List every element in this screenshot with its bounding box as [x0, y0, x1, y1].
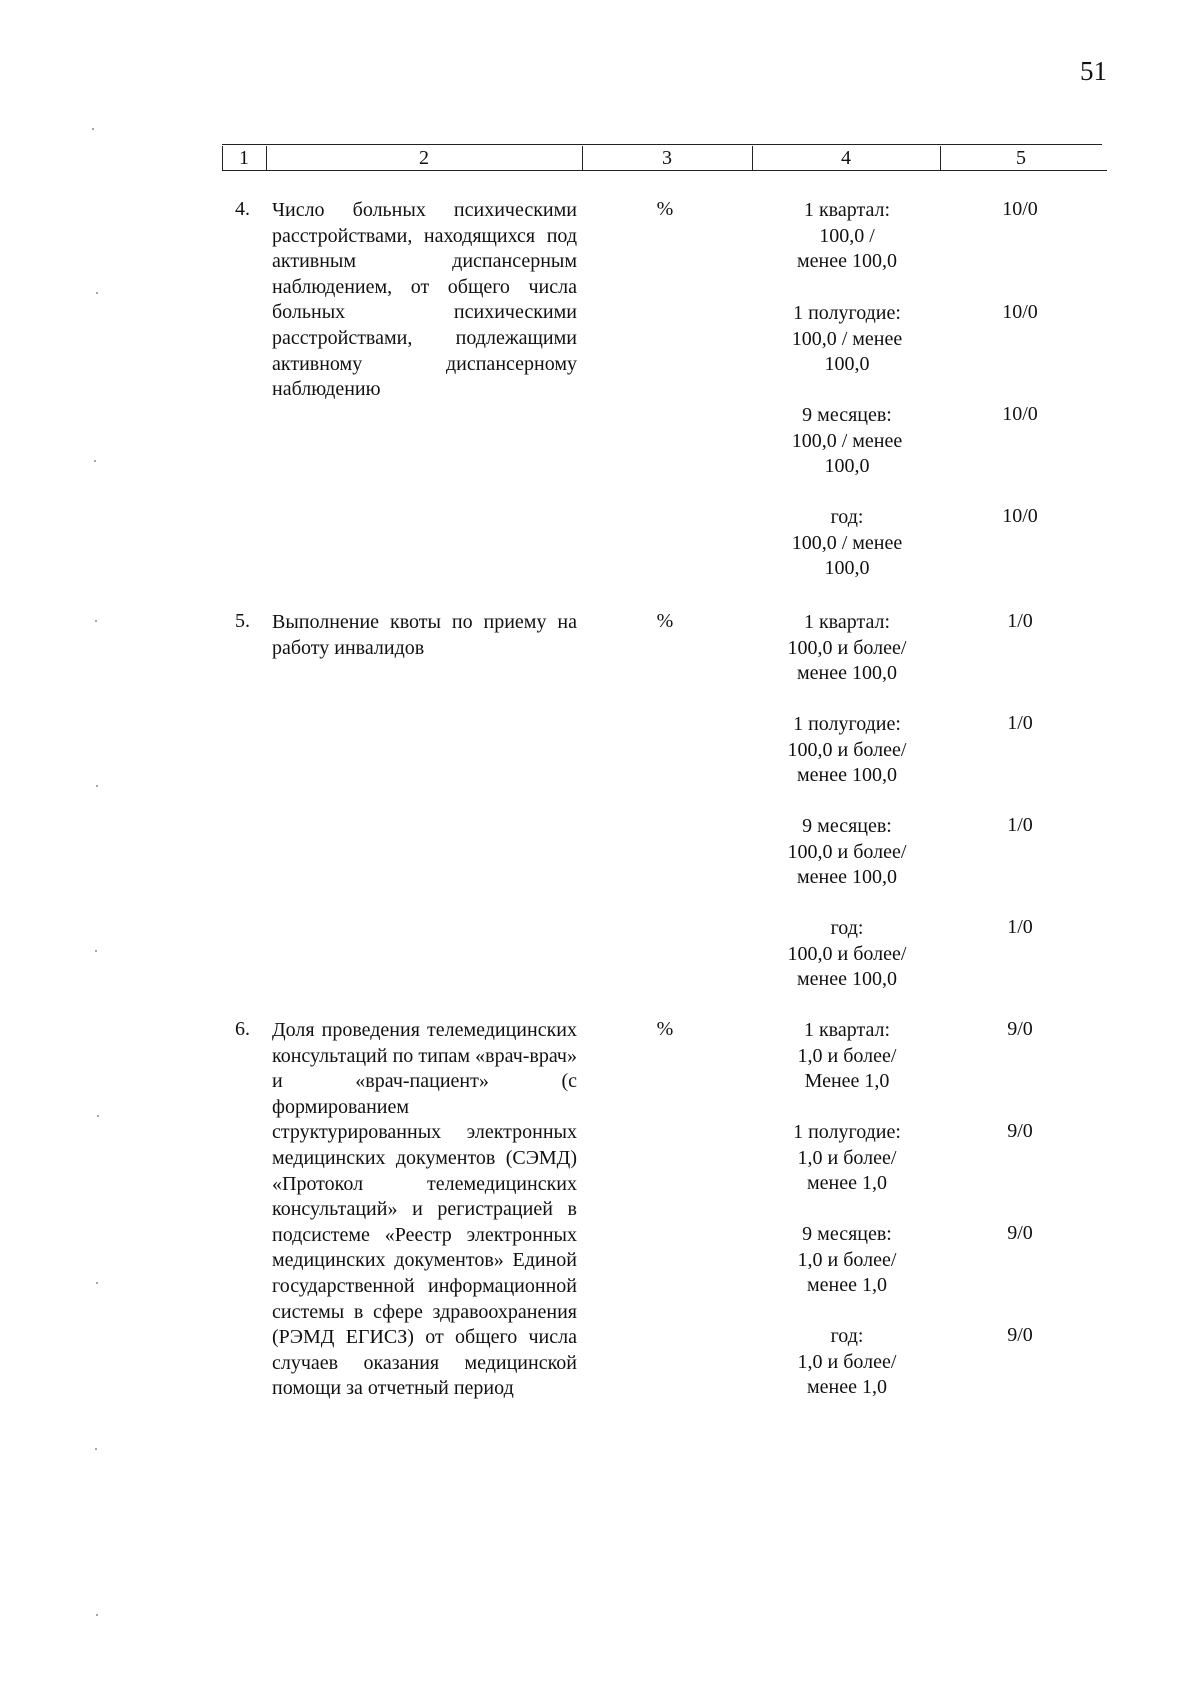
period-label: 9 месяцев:	[802, 404, 892, 426]
scan-speck	[96, 1282, 98, 1284]
period-extra: 100,0	[824, 557, 870, 580]
period-block	[742, 301, 952, 378]
period-block	[742, 916, 952, 993]
period-value: 100,0 и более/	[787, 636, 907, 659]
row-number: 5.	[235, 610, 250, 632]
header-col-1: 1	[239, 147, 249, 169]
period-extra: 100,0	[824, 353, 870, 376]
period-value: 100,0 и более/	[787, 840, 907, 863]
period-label: 1 квартал:	[803, 611, 891, 633]
period-block	[742, 1222, 952, 1299]
period-label: 9 месяцев:	[802, 815, 892, 837]
score: 9/0	[1007, 1324, 1033, 1346]
score: 10/0	[1002, 301, 1038, 323]
scan-speck	[92, 128, 94, 130]
period-extra: менее 100,0	[797, 662, 897, 685]
period-extra: менее 1,0	[807, 1172, 887, 1195]
period-extra: Менее 1,0	[804, 1070, 890, 1093]
period-value: 100,0 / менее	[791, 531, 903, 554]
period-label: 1 полугодие:	[793, 713, 901, 735]
row-number: 6.	[235, 1018, 250, 1040]
period-value: 1,0 и более/	[797, 1044, 897, 1067]
period-value: 1,0 и более/	[797, 1146, 897, 1169]
period-label: 9 месяцев:	[802, 1223, 892, 1245]
score: 1/0	[1007, 712, 1033, 734]
period-block	[742, 198, 952, 275]
period-block	[742, 403, 952, 480]
header-col-5: 5	[1016, 147, 1026, 169]
period-extra: менее 100,0	[797, 866, 897, 889]
score: 1/0	[1007, 814, 1033, 836]
score: 9/0	[1007, 1222, 1033, 1244]
score: 1/0	[1007, 916, 1033, 938]
period-label: год:	[830, 506, 864, 528]
period-value: 1,0 и более/	[797, 1248, 897, 1271]
period-block	[742, 1120, 952, 1197]
header-bottom-rule	[222, 170, 1107, 171]
indicator-text: Число больных психическими расстройствами, находящихся под активным диспансерным наблюдением, от общего числа больных психическими расстройствами, подлежащими активному диспансерному наблюдению	[272, 199, 577, 401]
period-block	[742, 1324, 952, 1401]
scan-speck	[95, 950, 97, 952]
indicator-text: Доля проведения телемедицинских консультаций по типам «врач-врач» и «врач-пациент» (с формированием структурированных электронных медицинских документов (СЭМД) «Протокол телемедицинских консультаций» и регистрацией в подсистеме «Реестр электронных медицинских документов» Единой государственной информационной системы в сфере здравоохранения (РЭМД ЕГИСЗ) от общего числа случаев оказания медицинской помощи за отчетный период	[272, 1019, 577, 1400]
period-label: 1 квартал:	[803, 199, 891, 221]
unit: %	[656, 610, 674, 632]
scan-speck	[96, 785, 98, 787]
scan-speck	[94, 460, 96, 462]
header-top-rule	[222, 144, 1102, 145]
score: 10/0	[1002, 198, 1038, 220]
period-label: 1 полугодие:	[793, 1121, 901, 1143]
period-value: 100,0 и более/	[787, 738, 907, 761]
period-block	[742, 712, 952, 789]
period-extra: менее 100,0	[797, 968, 897, 991]
score: 1/0	[1007, 610, 1033, 632]
period-block	[742, 610, 952, 687]
period-extra: менее 1,0	[807, 1274, 887, 1297]
period-extra: менее 1,0	[807, 1376, 887, 1399]
period-label: 1 полугодие:	[793, 302, 901, 324]
score: 10/0	[1002, 403, 1038, 425]
indicator-text: Выполнение квоты по приему на работу инвалидов	[272, 611, 577, 659]
period-value: 100,0 /	[819, 224, 875, 247]
period-value: 100,0 / менее	[791, 429, 903, 452]
scan-speck	[95, 620, 97, 622]
scan-speck	[95, 1448, 97, 1450]
period-extra: менее 100,0	[797, 250, 897, 273]
period-value: 100,0 и более/	[787, 942, 907, 965]
period-extra: менее 100,0	[797, 764, 897, 787]
unit: %	[656, 198, 674, 220]
period-block	[742, 814, 952, 891]
scan-speck	[96, 292, 98, 294]
period-value: 1,0 и более/	[797, 1350, 897, 1373]
header-col-3: 3	[662, 147, 672, 169]
period-label: 1 квартал:	[803, 1019, 891, 1041]
scan-speck	[96, 1614, 98, 1616]
score: 9/0	[1007, 1120, 1033, 1142]
period-label: год:	[830, 1325, 864, 1347]
row-number: 4.	[235, 198, 250, 220]
period-block	[742, 505, 952, 582]
score: 10/0	[1002, 505, 1038, 527]
header-col-2: 2	[419, 147, 429, 169]
period-extra: 100,0	[824, 455, 870, 478]
period-label: год:	[830, 917, 864, 939]
header-col-4: 4	[841, 147, 851, 169]
unit: %	[656, 1018, 674, 1040]
scan-speck	[97, 1115, 99, 1117]
period-value: 100,0 / менее	[791, 327, 903, 350]
score: 9/0	[1007, 1018, 1033, 1040]
period-block	[742, 1018, 952, 1095]
page-number: 51	[1080, 56, 1107, 86]
